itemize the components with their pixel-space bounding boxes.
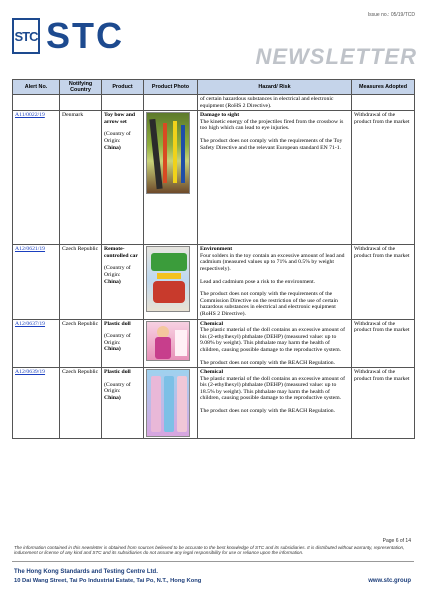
header-photo: Product Photo	[144, 80, 198, 95]
hazard-title: Chemical	[200, 369, 224, 376]
footer-address: 10 Dai Wang Street, Tai Po Industrial Estate, Tai Po, N.T., Hong Kong	[14, 578, 202, 584]
product-name: Plastic doll	[104, 369, 131, 376]
newsletter-banner: NEWSLETTER	[255, 44, 417, 69]
table-row	[13, 111, 415, 245]
product-cell	[102, 368, 144, 439]
origin-label: (Country of Origin:	[104, 333, 131, 346]
origin-value: China)	[104, 346, 121, 353]
product-name: Remote-controlled car	[104, 246, 138, 259]
hazard-cell	[198, 319, 352, 368]
rc-car-photo	[146, 246, 190, 312]
header-hazard: Hazard/ Risk	[198, 80, 352, 95]
table-row-continuation	[13, 95, 415, 111]
page-number: Page 6 of 14	[382, 538, 411, 544]
origin-value: China)	[104, 278, 121, 285]
photo-cell	[144, 245, 198, 319]
footer-website[interactable]: www.stc.group	[368, 578, 411, 584]
table-header-row	[13, 80, 415, 95]
header-country: Notifying Country	[60, 80, 102, 95]
country-cell: Czech Republic	[60, 368, 102, 439]
doll-set-photo	[146, 369, 190, 437]
hazard-title: Environment	[200, 246, 233, 253]
table-row	[13, 368, 415, 439]
hazard-text: The plastic material of the doll contains an excessive amount of bis (2-ethylhexyl) phthalate (DEHP) (measured value: up to 9.08% by weight). This phthalate may harm the health of children, causing possible damage to the reproductive system.	[200, 327, 345, 353]
hazard-text: The product does not comply with the requirements of the Toy Safety Directive and the relevant European standard EN 71-1.	[200, 137, 343, 151]
measures-cell: Withdrawal of the product from the market	[352, 111, 415, 245]
disclaimer: The information contained in this newsletter is obtained from sources believed to be accurate to the best knowledge of STC and its subsidiaries. It is distributed without warranty, representation, inducement or license of any kind and STC and its subsidiaries do not assume any legal responsibility for use or reliance upon the information.	[14, 545, 405, 556]
hazard-text: The plastic material of the doll contains an excessive amount of bis (2-ethylhexyl) phthalate (DEHP) (measured value: up to 18.5% by weight). This phthalate may harm the health of children, causing possible damage to the reproductive system.	[200, 375, 345, 402]
alert-link[interactable]: A12/0637/19	[15, 320, 46, 327]
hazard-title: Damage to sight	[200, 112, 240, 119]
hazard-text: The product does not comply with the requirements of the Commission Directive on the restriction of the use of certain hazardous substances in electrical and electronic equipment (RoHS 2 Directive).	[200, 291, 338, 317]
doll-photo	[146, 321, 190, 361]
country-cell: Denmark	[60, 111, 102, 245]
hazard-cell	[198, 368, 352, 439]
table-row	[13, 319, 415, 368]
footer-divider	[12, 561, 414, 562]
product-cell	[102, 245, 144, 319]
alert-link[interactable]: A11/0022/19	[15, 112, 45, 119]
header-product: Product	[102, 80, 144, 95]
header-alert-no: Alert No.	[13, 80, 60, 95]
footer-company: The Hong Kong Standards and Testing Centre Ltd.	[14, 569, 158, 575]
product-cell	[102, 111, 144, 245]
logo-mark-icon: STC	[12, 18, 40, 54]
header-measures: Measures Adopted	[352, 80, 415, 95]
hazard-text: Four solders in the toy contain an excessive amount of lead and cadmium (measured values up to 71% and 0.5% by weight respectively).	[200, 252, 345, 272]
origin-value: China)	[104, 144, 121, 151]
product-name: Toy bow and arrow set	[104, 112, 136, 125]
hazard-continuation: of certain hazardous substances in electrical and electronic equipment (RoHS 2 Directive).	[198, 95, 352, 111]
hazard-cell	[198, 245, 352, 319]
hazard-text: The product does not comply with the REACH Regulation.	[200, 359, 336, 366]
bow-set-photo	[146, 112, 190, 194]
hazard-cell	[198, 111, 352, 245]
hazard-text: The kinetic energy of the projectiles fired from the crossbow is too high which can lead to eye injuries.	[200, 118, 344, 132]
measures-cell: Withdrawal of the product from the market	[352, 245, 415, 319]
alert-link[interactable]: A12/0621/19	[15, 246, 46, 253]
photo-cell	[144, 111, 198, 245]
alerts-table	[12, 79, 415, 439]
origin-label: (Country of Origin:	[104, 381, 131, 395]
origin-label: (Country of Origin:	[104, 265, 131, 278]
hazard-text: The product does not comply with the REACH Regulation.	[200, 408, 336, 415]
measures-cell: Withdrawal of the product from the market	[352, 319, 415, 368]
measures-cell: Withdrawal of the product from the market	[352, 368, 415, 439]
table-row	[13, 245, 415, 319]
photo-cell	[144, 319, 198, 368]
country-cell: Czech Republic	[60, 319, 102, 368]
country-cell: Czech Republic	[60, 245, 102, 319]
origin-value: China)	[104, 394, 121, 401]
photo-cell	[144, 368, 198, 439]
alert-link[interactable]: A12/0639/19	[15, 369, 46, 376]
hazard-text: Lead and cadmium pose a risk to the environment.	[200, 278, 316, 285]
product-cell	[102, 319, 144, 368]
logo-text: STC	[46, 15, 124, 56]
hazard-title: Chemical	[200, 320, 224, 327]
issue-number: Issue no.: 05/19/TCD	[367, 12, 415, 18]
origin-label: (Country of Origin:	[104, 131, 131, 144]
product-name: Plastic doll	[104, 320, 131, 327]
stc-logo	[12, 15, 124, 56]
